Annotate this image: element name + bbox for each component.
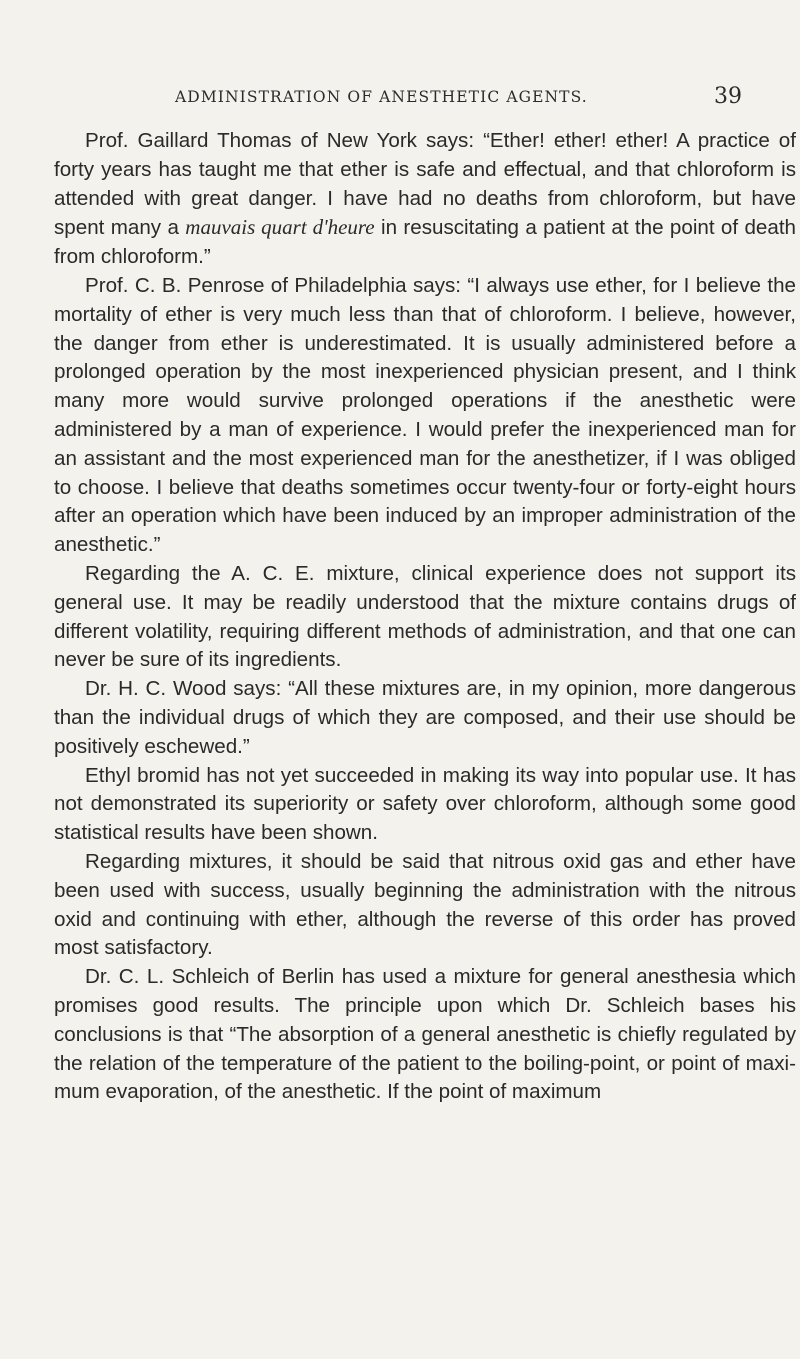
paragraph-thomas-text: Prof. Gaillard Thomas of New York says: “Ether! ether! ether! A practice of forty years has taught me that ether is safe and effectual, and that chloroform is attended with great danger. I have had no deaths from chloroform, but have spent many a (54, 129, 796, 240)
paragraph-ethyl-bromid: Ethyl bromid has not yet succeeded in making its way into popular use. It has not demonstrated its superiority or safety over chloroform, although some good statistical results have been shown. (54, 763, 796, 845)
running-head-title: ADMINISTRATION OF ANESTHETIC AGENTS. (175, 88, 588, 106)
page-number: 39 (714, 84, 742, 109)
italic-phrase: mauvais quart d'heure (185, 215, 375, 240)
paragraph-wood-quote: Dr. H. C. Wood says: “All these mixtures are, in my opinion, more dangerous than the individual drugs of which they are composed, and their use should be positively eschewed.” (54, 677, 796, 758)
paragraph-mixtures: Regarding mixtures, it should be said that nitrous oxid gas and ether have been used with success, usually beginning the administration with the nitrous oxid and continuing with ether, although the reverse of this order has proved most satisfactory. (54, 849, 796, 960)
paragraph-ace-mixture: Regarding the A. C. E. mixture, clinical experience does not support its general use. It may be readily understood that the mixture contains drugs of different volatility, requiring different methods of administration, and that one can never be sure of its ingredients. (54, 561, 796, 672)
paragraph-schleich: Dr. C. L. Schleich of Berlin has used a mixture for general anesthesia which promises good results. The principle upon which Dr. Schleich bases his conclusions is that “The absorption of a general anesthetic is chiefly regulated by the relation of the temperature of the patient to the boiling-point, or point of maximum evaporation, of the anesthetic. If the point of maximum (54, 965, 796, 1104)
paragraph-thomas-text-end: in resuscitating a patient at the point of death from chloroform.” (54, 216, 797, 269)
paragraph-penrose-quote: Prof. C. B. Penrose of Philadelphia says: “I always use ether, for I believe the mortality of ether is very much less than that of chloroform. I believe, however, the danger from ether is underestimated. It is usually administered before a prolonged operation by the most inexperienced physician present, and I think many more would survive prolonged operations if the anesthetic were administered by a man of experience. I would prefer the inexperienced man for an assistant and the most experienced man for the anesthetizer, if I was obliged to choose. I believe that deaths sometimes occur twenty-four or forty-eight hours after an operation which have been induced by an improper administration of the anesthetic.” (54, 273, 796, 557)
paragraph-thomas-quote (54, 127, 796, 272)
body-text (54, 127, 796, 1107)
